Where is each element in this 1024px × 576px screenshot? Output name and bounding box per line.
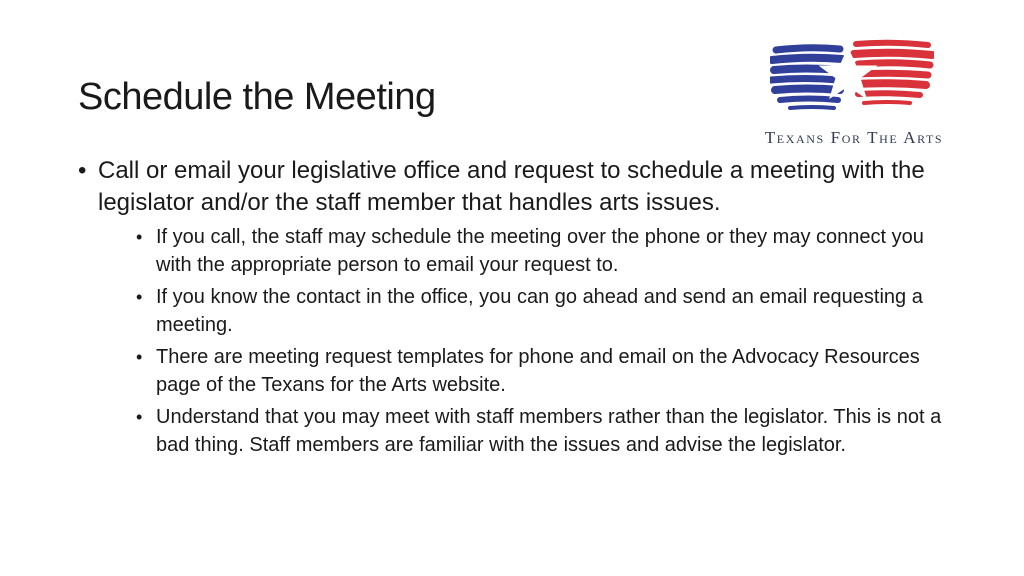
logo-wordmark: Texans For The Arts [764,128,944,147]
bullet-dot-icon: • [136,227,143,247]
bullet-dot-icon: • [136,347,143,367]
sub-bullet-item [136,283,958,339]
bullet-dot-icon: • [136,287,143,307]
slide-title: Schedule the Meeting [78,76,436,118]
bullet-list [78,155,958,459]
sub-bullet-item [136,403,958,459]
sub-bullet-text: There are meeting request templates for phone and email on the Advocacy Resources page of the Texans for the Arts website. [156,346,920,396]
slide-body [78,155,958,463]
sub-bullet-item [136,223,958,279]
bullet-dot-icon: • [136,407,143,427]
sub-bullet-text: Understand that you may meet with staff members rather than the legislator. This is not a bad thing. Staff members are familiar with the issues and advise the legislator. [156,406,942,456]
sub-bullet-text: If you call, the staff may schedule the meeting over the phone or they may connect you with the appropriate person to email your request to. [156,226,924,276]
sub-bullet-list [98,223,958,459]
sub-bullet-text: If you know the contact in the office, you can go ahead and send an email requesting a meeting. [156,286,923,336]
flag-star-icon [770,36,934,114]
bullet-text: Call or email your legislative office and request to schedule a meeting with the legislator and/or the staff member that handles arts issues. [98,157,925,216]
bullet-dot-icon: • [78,157,87,184]
sub-bullet-item [136,343,958,399]
texans-for-the-arts-logo [748,36,960,148]
bullet-item [78,155,958,459]
